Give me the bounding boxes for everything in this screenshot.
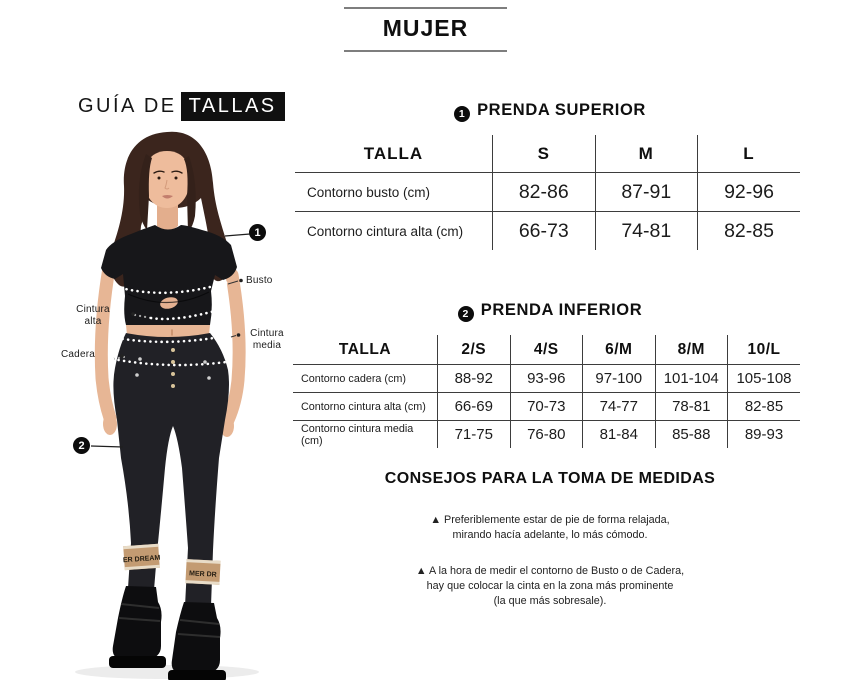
tips-list (295, 513, 805, 608)
upper-garment-size-table (295, 135, 800, 250)
measurement-label: Contorno cintura alta (cm) (293, 393, 438, 421)
label-cintura-media: Cintura media (250, 328, 284, 351)
measurement-value: 101-104 (655, 365, 728, 393)
tip-line: (la que más sobresale). (493, 594, 607, 607)
guide-title (78, 95, 285, 118)
model-illustration (25, 128, 295, 680)
measurement-value: 82-86 (493, 173, 596, 212)
measurement-value: 74-81 (595, 212, 698, 251)
column-header-size: 2/S (438, 335, 511, 365)
measurement-value: 88-92 (438, 365, 511, 393)
band-text-left: ER DREAM (122, 554, 161, 565)
measurement-value: 78-81 (655, 393, 728, 421)
label-busto: Busto (246, 275, 273, 286)
tip-line: mirando hacía adelante, lo más cómodo. (452, 528, 648, 541)
marker-1-upper-garment: 1 (249, 224, 266, 241)
measurement-value: 66-73 (493, 212, 596, 251)
measurement-label: Contorno cintura alta (cm) (307, 223, 464, 239)
section-number-1-icon: 1 (454, 106, 470, 122)
column-header-size: 4/S (510, 335, 583, 365)
column-header-size: 8/M (655, 335, 728, 365)
label-cintura-alta: Cintura alta (76, 304, 110, 327)
measurement-value: 89-93 (728, 421, 801, 449)
measurement-value: 82-85 (728, 393, 801, 421)
tip-line: ▲ Preferiblemente estar de pie de forma relajada, (430, 514, 670, 526)
column-header-size: 10/L (728, 335, 801, 365)
measurement-value: 87-91 (595, 173, 698, 212)
jeans-band-right (185, 559, 220, 585)
measurement-value: 76-80 (510, 421, 583, 449)
measurement-value: 85-88 (655, 421, 728, 449)
upper-garment-section-header (295, 101, 805, 120)
column-header-size: M (595, 135, 698, 173)
measurement-tip (295, 513, 805, 543)
page-header (344, 7, 507, 52)
column-header-size: S (493, 135, 596, 173)
measurement-value: 70-73 (510, 393, 583, 421)
tip-line: hay que colocar la cinta en la zona más prominente (426, 579, 674, 592)
column-header-talla: TALLA (293, 335, 438, 365)
measurement-value: 105-108 (728, 365, 801, 393)
label-cadera: Cadera (61, 349, 95, 360)
measurement-value: 74-77 (583, 393, 656, 421)
band-text-right: MER DR (188, 570, 217, 579)
lower-garment-section-title: PRENDA INFERIOR (480, 301, 643, 319)
measurement-value: 92-96 (698, 173, 801, 212)
model-figure (25, 128, 295, 680)
measurement-label: Contorno busto (cm) (295, 173, 493, 212)
measurement-value: 71-75 (438, 421, 511, 449)
table-header-row (293, 335, 800, 365)
page-title: MUJER (382, 15, 469, 41)
upper-garment-section-title: PRENDA SUPERIOR (477, 101, 646, 119)
tips-title: CONSEJOS PARA LA TOMA DE MEDIDAS (384, 470, 716, 487)
table-row (295, 173, 800, 212)
jeans-band-left (122, 544, 161, 571)
table-row (293, 365, 800, 393)
measurement-label: Contorno cintura media (cm) (301, 422, 414, 447)
measurement-label: Contorno cadera (cm) (293, 365, 438, 393)
guide-title-regular: GUÍA DE (78, 95, 177, 117)
table-row (293, 421, 800, 449)
table-header-row (295, 135, 800, 173)
measurement-value: 93-96 (510, 365, 583, 393)
column-header-size: L (698, 135, 801, 173)
measurement-value: 81-84 (583, 421, 656, 449)
measurement-value: 66-69 (438, 393, 511, 421)
measurement-value: 97-100 (583, 365, 656, 393)
measurement-tip (295, 564, 805, 609)
tip-line: ▲ A la hora de medir el contorno de Busto o de Cadera, (415, 564, 685, 577)
column-header-talla: TALLA (295, 135, 493, 173)
column-header-size: 6/M (583, 335, 656, 365)
guide-title-highlight: TALLAS (181, 92, 285, 121)
measurement-value: 82-85 (698, 212, 801, 251)
section-number-2-icon: 2 (458, 306, 474, 322)
lower-garment-size-table (293, 335, 800, 448)
lower-garment-section-header (295, 301, 805, 320)
table-row (293, 393, 800, 421)
table-row (295, 212, 800, 251)
marker-2-lower-garment: 2 (73, 437, 90, 454)
